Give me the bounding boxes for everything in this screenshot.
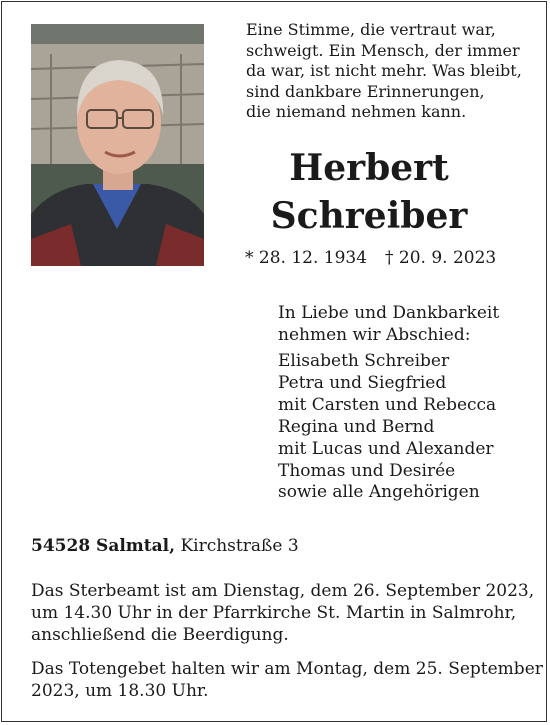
- poem-line: sind dankbare Erinnerungen,: [246, 81, 485, 101]
- poem-line: schweigt. Ein Mensch, der immer: [246, 40, 520, 60]
- address: [31, 536, 299, 556]
- mourners-list: [278, 351, 496, 504]
- poem-line: die niemand nehmen kann.: [246, 102, 467, 122]
- death-date: † 20. 9. 2023: [385, 248, 497, 268]
- portrait-photo: [31, 24, 204, 266]
- deceased-first-name: Herbert: [289, 147, 449, 189]
- mourner-entry: mit Lucas und Alexander: [278, 438, 494, 459]
- address-place: 54528 Salmtal,: [31, 536, 176, 556]
- birth-date: * 28. 12. 1934: [245, 248, 368, 268]
- memorial-poem: [246, 20, 536, 123]
- prayer-line: Das Totengebet halten wir am Montag, dem 25. September: [31, 659, 543, 679]
- prayer-line: 2023, um 18.30 Uhr.: [31, 681, 209, 701]
- mourner-entry: Regina und Bernd: [278, 416, 435, 437]
- service-line: Das Sterbeamt ist am Dienstag, dem 26. September 2023,: [31, 581, 535, 601]
- mourner-entry: mit Carsten und Rebecca: [278, 394, 497, 415]
- deceased-last-name: Schreiber: [270, 195, 468, 237]
- farewell-text: [278, 302, 499, 346]
- poem-line: Eine Stimme, die vertraut war,: [246, 20, 496, 39]
- farewell-line: nehmen wir Abschied:: [278, 325, 471, 345]
- service-line: anschließend die Beerdigung.: [31, 625, 289, 645]
- farewell-line: In Liebe und Dankbarkeit: [278, 303, 500, 323]
- mourner-entry: Elisabeth Schreiber: [278, 351, 450, 371]
- mourner-entry: Petra und Siegfried: [278, 372, 447, 393]
- mourner-entry: sowie alle Angehörigen: [278, 482, 480, 503]
- service-line: um 14.30 Uhr in der Pfarrkirche St. Martin in Salmrohr,: [31, 603, 517, 623]
- address-street: Kirchstraße 3: [180, 536, 299, 556]
- funeral-service-info: [31, 580, 534, 646]
- mourner-entry: Thomas und Desirée: [278, 460, 456, 481]
- prayer-info: [31, 658, 543, 702]
- poem-line: da war, ist nicht mehr. Was bleibt,: [246, 61, 522, 81]
